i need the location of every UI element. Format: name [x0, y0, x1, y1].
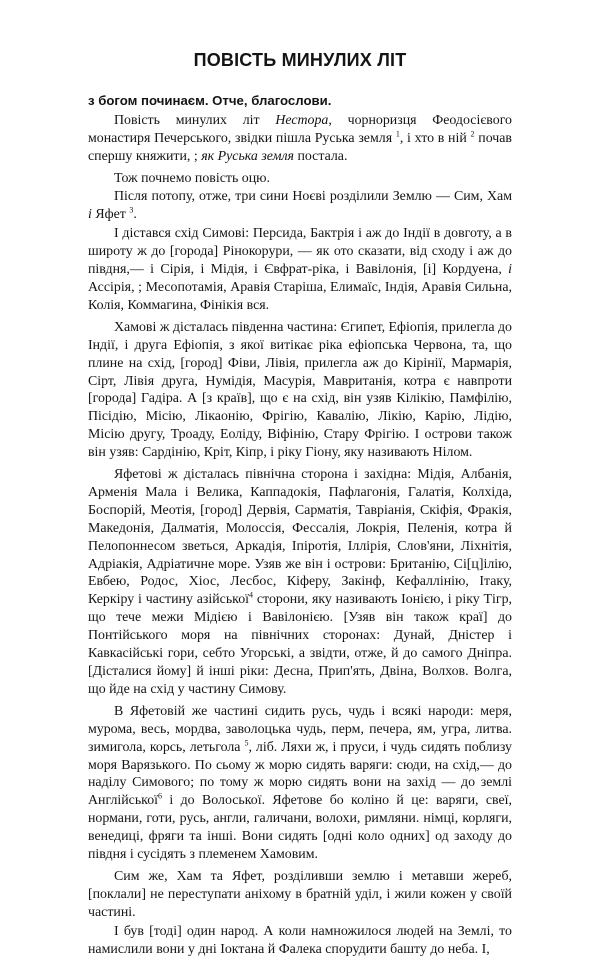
paragraph-1 — [88, 112, 512, 166]
paragraph-9: І був [тоді] один народ. А коли намножилося людей на Землі, то намислили вони у дні Іоктана й Фалека спорудити башту до неба. І, — [88, 923, 512, 957]
text-span: В Яфетовій же частині сидить русь, чудь і всякі народи: меря, мурома, весь, мордва, заволоцька чудь, перм, печера, ям, угра, литва. зимигола, корсь, летьгола — [88, 703, 512, 755]
text-span: Яфетові ж дісталась північна сторона і західна: Мідія, Албанія, Арменія Мала і Велика, Каппадокія, Пафлагонія, Галатія, Колхіда, Боспорій, Меотія, [город] Дервія, Сарматія, Таврiанія, Скіфія, Фракія, Македонія, Далматія, Молоссія, Фессалія, Локрія, Пеленія, котра й Пелопоннесом зветься, Аркадія, Іпіротія, Іллірія, Слов'яни, Ліхнітія, Адріакія, Адріатичне море. Узяв же він і острови: Британію, Сі[ц]ілію, Евбею, Родос, Хіос, Лесбос, Кіферу, Закінф, Кефаллінію, Ітаку, Керкіру і частину азійської — [88, 467, 512, 608]
text-span: Повість минулих літ — [114, 112, 276, 128]
text-span: Яфет — [91, 207, 130, 223]
paragraph-6 — [88, 466, 512, 699]
footnote-marker: 3 — [129, 205, 134, 215]
paragraph-7 — [88, 703, 512, 864]
text-span: Ассірія, ; Месопотамія, Аравія Старіша, Елимаїс, Індія, Аравія Сильна, Колія, Коммагина, Фінікія вся. — [88, 279, 512, 313]
paragraph-2: Тож почнемо повість оцю. — [114, 170, 270, 186]
text-span: . — [133, 207, 137, 223]
italic-text: Нестора — [275, 112, 329, 128]
text-span: , чорноризця Феодосієвого монастиря Печерського, звідки пішла Руська земля — [88, 112, 512, 146]
text-span: постала. — [293, 148, 348, 164]
subheading: з богом починаєм. Отче, благослови. — [88, 92, 332, 108]
footnote-marker: 4 — [249, 590, 254, 600]
text-span: , і хто в ній — [399, 130, 471, 146]
footnote-marker: 6 — [158, 791, 163, 801]
text-span: , лiб. Ляхи ж, і пруси, і чудь сидять поблизу моря Варязького. По сьому ж морю сидять варяги: сюди, на схід,— до наділу Симового; по тому ж морю сидять вони на захід — до землі Англійської — [88, 739, 512, 809]
italic-text: і — [88, 207, 92, 223]
paragraph-5: Хамові ж дісталась південна частина: Єгипет, Ефіопія, прилегла до Індії, і друга Ефіопія, з якої витікає ріка ефіопська Червона, та, що плине на схід, [город] Фіви, Лівія, прилегла аж до Кірінії, Мармарія, Сірт, Лівія друга, Нумідія, Масурія, Мавританія, котра є навпроти [города] Гадіра. А [з країв], що є на схід, він узяв Кілікію, Памфілію, Пісідію, Місію, Лікаонію, Фрігію, Кавалію, Лікію, Карію, Лідію, Місію другу, Троаду, Еолiду, Віфінію, Стару Фрігію. І острови також він узяв: Сардінію, Кріт, Кіпр, і ріку Гіону, яку називають Нілом. — [88, 319, 512, 461]
text-span: Після потопу, отже, три сини Ноєві розділили Землю — Сим, Хам — [114, 189, 512, 205]
text-span: почав спершу княжити, ; — [88, 130, 512, 164]
footnote-marker: 2 — [470, 129, 475, 139]
footnote-marker: 1 — [395, 129, 400, 139]
paragraph-8: Сим же, Хам та Яфет, розділивши землю і метавши жереб, [поклали] не переступати аніхому в братній уділ, і жили кожен у своїй частині. — [88, 868, 512, 920]
italic-text: як Руська земля — [201, 148, 294, 164]
italic-text: і — [508, 262, 512, 278]
document-page — [88, 52, 512, 959]
text-span: сторони, яку називають Іонією, і ріку Тігр, що тече межи Мідією і Вавілонією. [Узяв він також краї] до Понтійського моря на північних сторонах: Дунай, Дністер і Кавкасійські гори, себто Угорські, а звідти, отже, й до самого Дніпра. [Дісталися йому] й інші ріки: Десна, Прип'ять, Двіна, Волхов. Волга, що йде на схід у частину Симову. — [88, 592, 512, 697]
footnote-marker: 5 — [244, 738, 249, 747]
text-span: І дістався схід Симові: Персида, Бактрія і аж до Індії в довготу, а в широту ж до [города] Рінокорури, — як ото сказати, від сходу і аж до півдня,— і Сірія, і Мідія, і Євфрат-ріка, і Вавілонія, [і] Кордуена, — [88, 226, 512, 278]
text-span: і до Волоської. Яфетове бо коліно й це: варяги, свеї, нормани, готи, русь, англи, галичани, волохи, римляни. німці, корляги, венедиці, фряги та інші. Вони сидять [одні коло одних] од заходу до півдня і сусідять з племенем Хамовим. — [88, 793, 512, 863]
paragraph-3 — [88, 188, 512, 224]
paragraph-4 — [88, 225, 512, 315]
page-title: ПОВІСТЬ МИНУЛИХ ЛІТ — [193, 50, 407, 70]
